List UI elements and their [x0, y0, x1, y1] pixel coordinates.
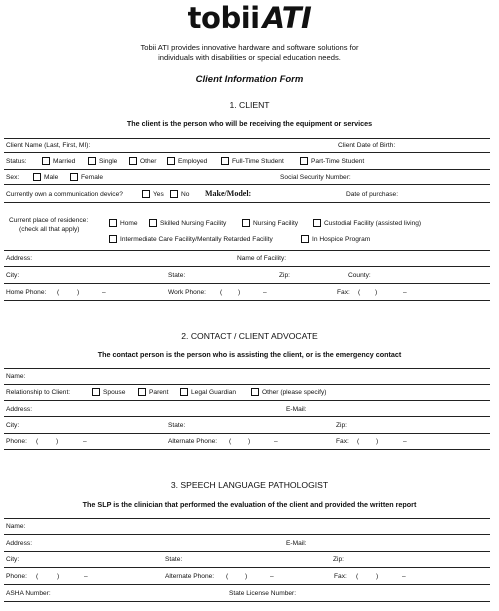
address-label: Address: [6, 255, 33, 262]
phone-dash: – [263, 289, 267, 296]
tobii-ati-logo [0, 2, 499, 34]
section2-subtitle: The contact person is the person who is assisting the client, or is the emergency contact [97, 350, 402, 359]
paren-close: ) [245, 573, 248, 580]
relationship-label: Relationship to Client: [6, 389, 71, 396]
part-time-student-checkbox[interactable] [300, 157, 308, 165]
residence-label: Current place of residence: [9, 217, 89, 224]
slp-address-label: Address: [6, 540, 33, 547]
contact-zip-label: Zip: [336, 422, 347, 429]
other-status-checkbox[interactable] [129, 157, 137, 165]
paren-open: ( [229, 438, 232, 445]
divider [4, 138, 490, 139]
own-device-label: Currently own a communication device? [6, 191, 123, 198]
phone-dash: – [84, 573, 88, 580]
contact-address-label: Address: [6, 406, 33, 413]
custodial-facility-label: Custodial Facility (assisted living) [324, 220, 422, 227]
contact-city-label: City: [6, 422, 20, 429]
slp-phone-label: Phone: [6, 573, 27, 580]
part-time-student-label: Part-Time Student [311, 158, 365, 165]
legal-guardian-label: Legal Guardian [191, 389, 237, 396]
home-checkbox[interactable] [109, 219, 117, 227]
section2-title: 2. CONTACT / CLIENT ADVOCATE [181, 331, 318, 341]
yes-label: Yes [153, 191, 164, 198]
contact-city-line[interactable] [4, 433, 490, 434]
contact-email-label: E-Mail: [286, 406, 307, 413]
paren-open: ( [356, 573, 359, 580]
intermediate-care-label: Intermediate Care Facility/Mentally Retarded Facility [120, 236, 273, 243]
date-purchase-label: Date of purchase: [346, 191, 399, 198]
fax-label: Fax: [337, 289, 350, 296]
contact-name-label: Name: [6, 373, 26, 380]
paren-close: ) [238, 289, 241, 296]
divider [4, 202, 490, 203]
paren-open: ( [226, 573, 229, 580]
sex-label: Sex: [6, 174, 20, 181]
contact-alt-phone-label: Alternate Phone: [168, 438, 218, 445]
custodial-facility-checkbox[interactable] [313, 219, 321, 227]
no-label: No [181, 191, 190, 198]
address-line[interactable] [4, 266, 490, 267]
female-label: Female [81, 174, 103, 181]
zip-label: Zip: [279, 272, 290, 279]
logo-sub: ATI [262, 1, 312, 35]
slp-name-label: Name: [6, 523, 26, 530]
slp-state-label: State: [165, 556, 183, 563]
phone-dash: – [403, 289, 407, 296]
contact-state-label: State: [168, 422, 186, 429]
facility-label: Name of Facility: [237, 255, 287, 262]
phone-dash: – [274, 438, 278, 445]
paren-close: ) [57, 573, 60, 580]
contact-address-line[interactable] [4, 416, 490, 417]
paren-open: ( [36, 438, 39, 445]
parent-label: Parent [149, 389, 169, 396]
divider [4, 250, 490, 251]
phone-dash: – [270, 573, 274, 580]
paren-open: ( [357, 438, 360, 445]
intermediate-care-checkbox[interactable] [109, 235, 117, 243]
client-dob-label: Client Date of Birth: [338, 142, 396, 149]
single-checkbox[interactable] [88, 157, 96, 165]
phone-line[interactable] [4, 300, 490, 301]
divider [4, 400, 490, 401]
legal-guardian-checkbox[interactable] [180, 388, 188, 396]
slp-license-line[interactable] [4, 601, 490, 602]
make-model-label: Make/Model: [205, 189, 252, 198]
paren-open: ( [220, 289, 223, 296]
tagline-line2: individuals with disabilities or special education needs. [158, 52, 341, 62]
slp-city-label: City: [6, 556, 20, 563]
slp-city-line[interactable] [4, 567, 490, 568]
spouse-checkbox[interactable] [92, 388, 100, 396]
full-time-student-checkbox[interactable] [221, 157, 229, 165]
city-line[interactable] [4, 283, 490, 284]
paren-close: ) [375, 289, 378, 296]
residence-hint: (check all that apply) [19, 226, 80, 233]
married-label: Married [53, 158, 76, 165]
slp-fax-label: Fax: [334, 573, 347, 580]
slp-alt-phone-label: Alternate Phone: [165, 573, 215, 580]
slp-phone-line[interactable] [4, 584, 490, 585]
parent-checkbox[interactable] [138, 388, 146, 396]
client-name-label: Client Name (Last, First, MI): [6, 142, 91, 149]
employed-checkbox[interactable] [167, 157, 175, 165]
home-phone-label: Home Phone: [6, 289, 47, 296]
state-license-label: State License Number: [229, 590, 297, 597]
full-time-student-label: Full-Time Student [232, 158, 284, 165]
other-relationship-checkbox[interactable] [251, 388, 259, 396]
divider [4, 368, 490, 369]
slp-name-line[interactable] [4, 534, 490, 535]
status-label: Status: [6, 158, 27, 165]
paren-close: ) [248, 438, 251, 445]
hospice-label: In Hospice Program [312, 236, 371, 243]
paren-open: ( [57, 289, 60, 296]
paren-close: ) [77, 289, 80, 296]
home-label: Home [120, 220, 138, 227]
divider [4, 184, 490, 185]
tagline-line1: Tobii ATI provides innovative hardware and software solutions for [140, 43, 359, 52]
slp-zip-label: Zip: [333, 556, 344, 563]
skilled-nursing-checkbox[interactable] [149, 219, 157, 227]
logo-main: tobii [187, 1, 260, 35]
phone-dash: – [83, 438, 87, 445]
form-title: Client Information Form [195, 74, 304, 85]
paren-open: ( [358, 289, 361, 296]
no-checkbox[interactable] [170, 190, 178, 198]
divider [4, 518, 490, 519]
male-checkbox[interactable] [33, 173, 41, 181]
hospice-checkbox[interactable] [301, 235, 309, 243]
female-checkbox[interactable] [70, 173, 78, 181]
paren-close: ) [376, 438, 379, 445]
slp-email-label: E-Mail: [286, 540, 307, 547]
ssn-label: Social Security Number: [280, 174, 351, 181]
paren-close: ) [56, 438, 59, 445]
spouse-label: Spouse [103, 389, 126, 396]
yes-checkbox[interactable] [142, 190, 150, 198]
county-label: County: [348, 272, 371, 279]
section3-title: 3. SPEECH LANGUAGE PATHOLOGIST [170, 480, 329, 490]
phone-dash: – [402, 573, 406, 580]
tagline [0, 43, 499, 62]
skilled-nursing-label: Skilled Nursing Facility [160, 220, 227, 227]
phone-dash: – [102, 289, 106, 296]
asha-number-label: ASHA Number: [6, 590, 51, 597]
state-label: State: [168, 272, 186, 279]
male-label: Male [44, 174, 59, 181]
paren-close: ) [376, 573, 379, 580]
contact-phone-label: Phone: [6, 438, 27, 445]
contact-name-line[interactable] [4, 384, 490, 385]
section1-title: 1. CLIENT [229, 100, 270, 110]
other-relationship-label: Other (please specify) [262, 389, 327, 396]
section3-subtitle: The SLP is the clinician that performed the evaluation of the client and provided the written report [82, 500, 417, 509]
section1-subtitle: The client is the person who will be receiving the equipment or services [126, 119, 373, 128]
phone-dash: – [403, 438, 407, 445]
employed-label: Employed [178, 158, 208, 165]
single-label: Single [99, 158, 118, 165]
slp-address-line[interactable] [4, 551, 490, 552]
work-phone-label: Work Phone: [168, 289, 206, 296]
nursing-facility-label: Nursing Facility [253, 220, 299, 227]
client-name-line[interactable] [4, 152, 490, 153]
contact-phone-line[interactable] [4, 449, 490, 450]
married-checkbox[interactable] [42, 157, 50, 165]
city-label: City: [6, 272, 20, 279]
divider [4, 169, 490, 170]
other-status-label: Other [140, 158, 157, 165]
paren-open: ( [36, 573, 39, 580]
contact-fax-label: Fax: [336, 438, 349, 445]
nursing-facility-checkbox[interactable] [242, 219, 250, 227]
